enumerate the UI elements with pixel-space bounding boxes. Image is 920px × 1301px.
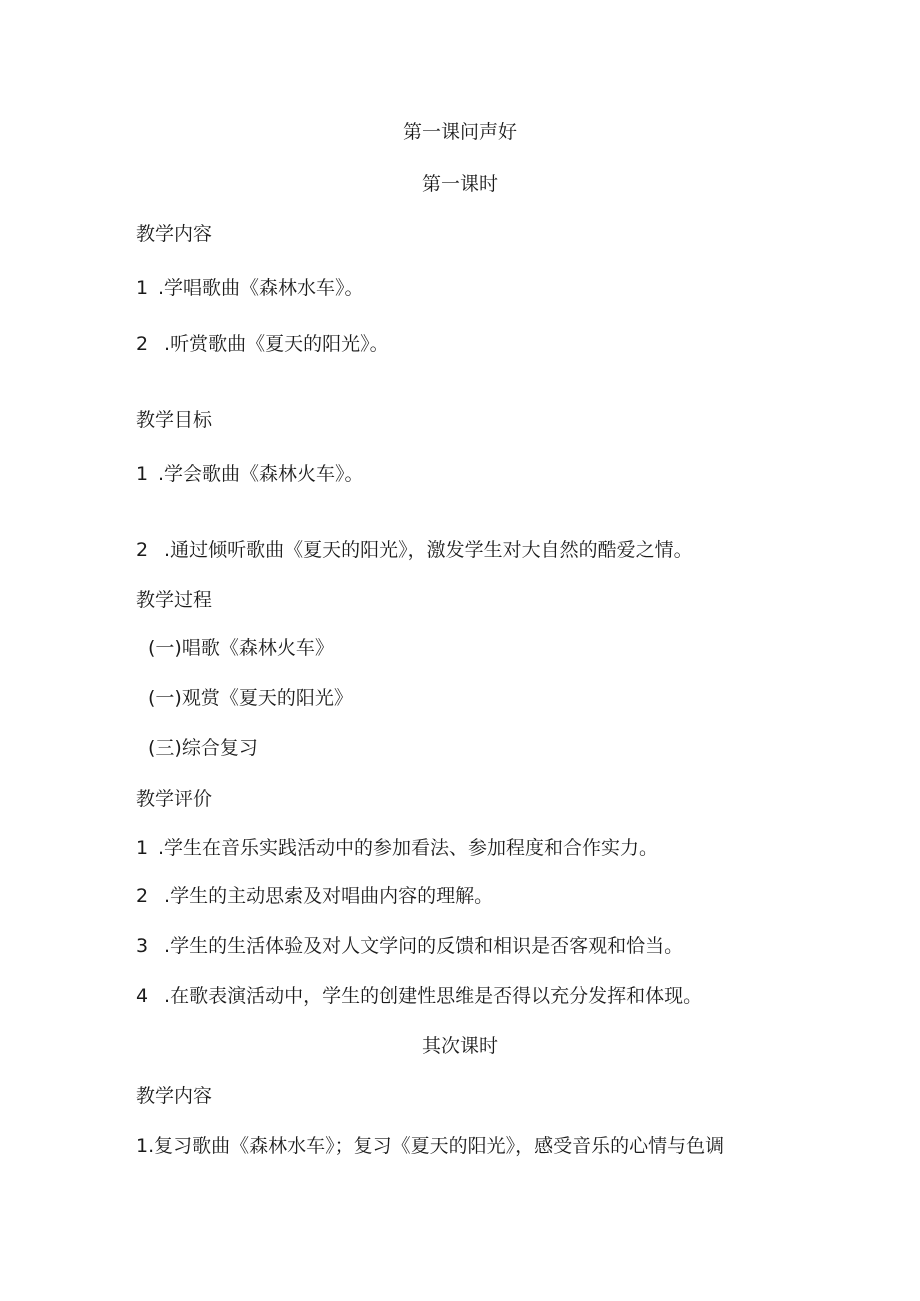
lesson1-evaluation-item-1: [136, 836, 658, 860]
lesson1-process-item-2: (一)观赏《夏天的阳光》: [148, 687, 353, 709]
item-text: .学唱歌曲《森林水车》。: [158, 277, 364, 299]
lesson1-goals-item-1: [136, 462, 364, 486]
item-number: 1: [136, 463, 149, 485]
item-number: 2: [136, 539, 149, 561]
item-number: 1: [136, 277, 149, 299]
item-text: .通过倾听歌曲《夏天的阳光》，激发学生对大自然的酷爱之情。: [158, 539, 693, 561]
item-text: .复习歌曲《森林水车》；复习《夏天的阳光》，感受音乐的心情与色调: [148, 1135, 725, 1157]
item-number: 1: [136, 837, 149, 859]
item-text: .学生的生活体验及对人文学问的反馈和相识是否客观和恰当。: [158, 935, 684, 957]
lesson1-evaluation-item-3: [136, 934, 683, 958]
document-title: 第一课问声好: [402, 121, 517, 143]
item-text: .在歌表演活动中，学生的创建性思维是否得以充分发挥和体现。: [158, 985, 703, 1007]
item-text: .听赏歌曲《夏天的阳光》。: [158, 333, 389, 355]
item-text: .学会歌曲《森林火车》。: [158, 463, 364, 485]
lesson1-content-label: 教学内容: [136, 223, 213, 245]
lesson2-content-label: 教学内容: [136, 1085, 213, 1107]
item-number: 2: [136, 885, 149, 907]
item-text: .学生的主动思索及对唱曲内容的理解。: [158, 885, 494, 907]
lesson2-heading: 其次课时: [421, 1035, 498, 1057]
item-number: 3: [136, 935, 149, 957]
lesson1-evaluation-item-4: [136, 984, 702, 1008]
item-number: 1: [136, 1135, 149, 1157]
lesson1-content-item-2: [136, 332, 389, 356]
item-text: .学生在音乐实践活动中的参加看法、参加程度和合作实力。: [158, 837, 659, 859]
lesson1-heading: 第一课时: [421, 173, 498, 195]
lesson1-goals-item-2: [136, 538, 693, 562]
lesson1-goals-label: 教学目标: [136, 409, 213, 431]
lesson1-evaluation-label: 教学评价: [136, 788, 213, 810]
lesson2-content-item-1: [136, 1134, 724, 1158]
item-number: 4: [136, 985, 149, 1007]
lesson1-process-item-1: (一)唱歌《森林火车》: [148, 637, 334, 659]
lesson1-evaluation-item-2: [136, 884, 493, 908]
lesson1-process-label: 教学过程: [136, 589, 213, 611]
item-number: 2: [136, 333, 149, 355]
lesson1-process-item-3: (三)综合复习: [148, 737, 258, 759]
lesson1-content-item-1: [136, 276, 364, 300]
